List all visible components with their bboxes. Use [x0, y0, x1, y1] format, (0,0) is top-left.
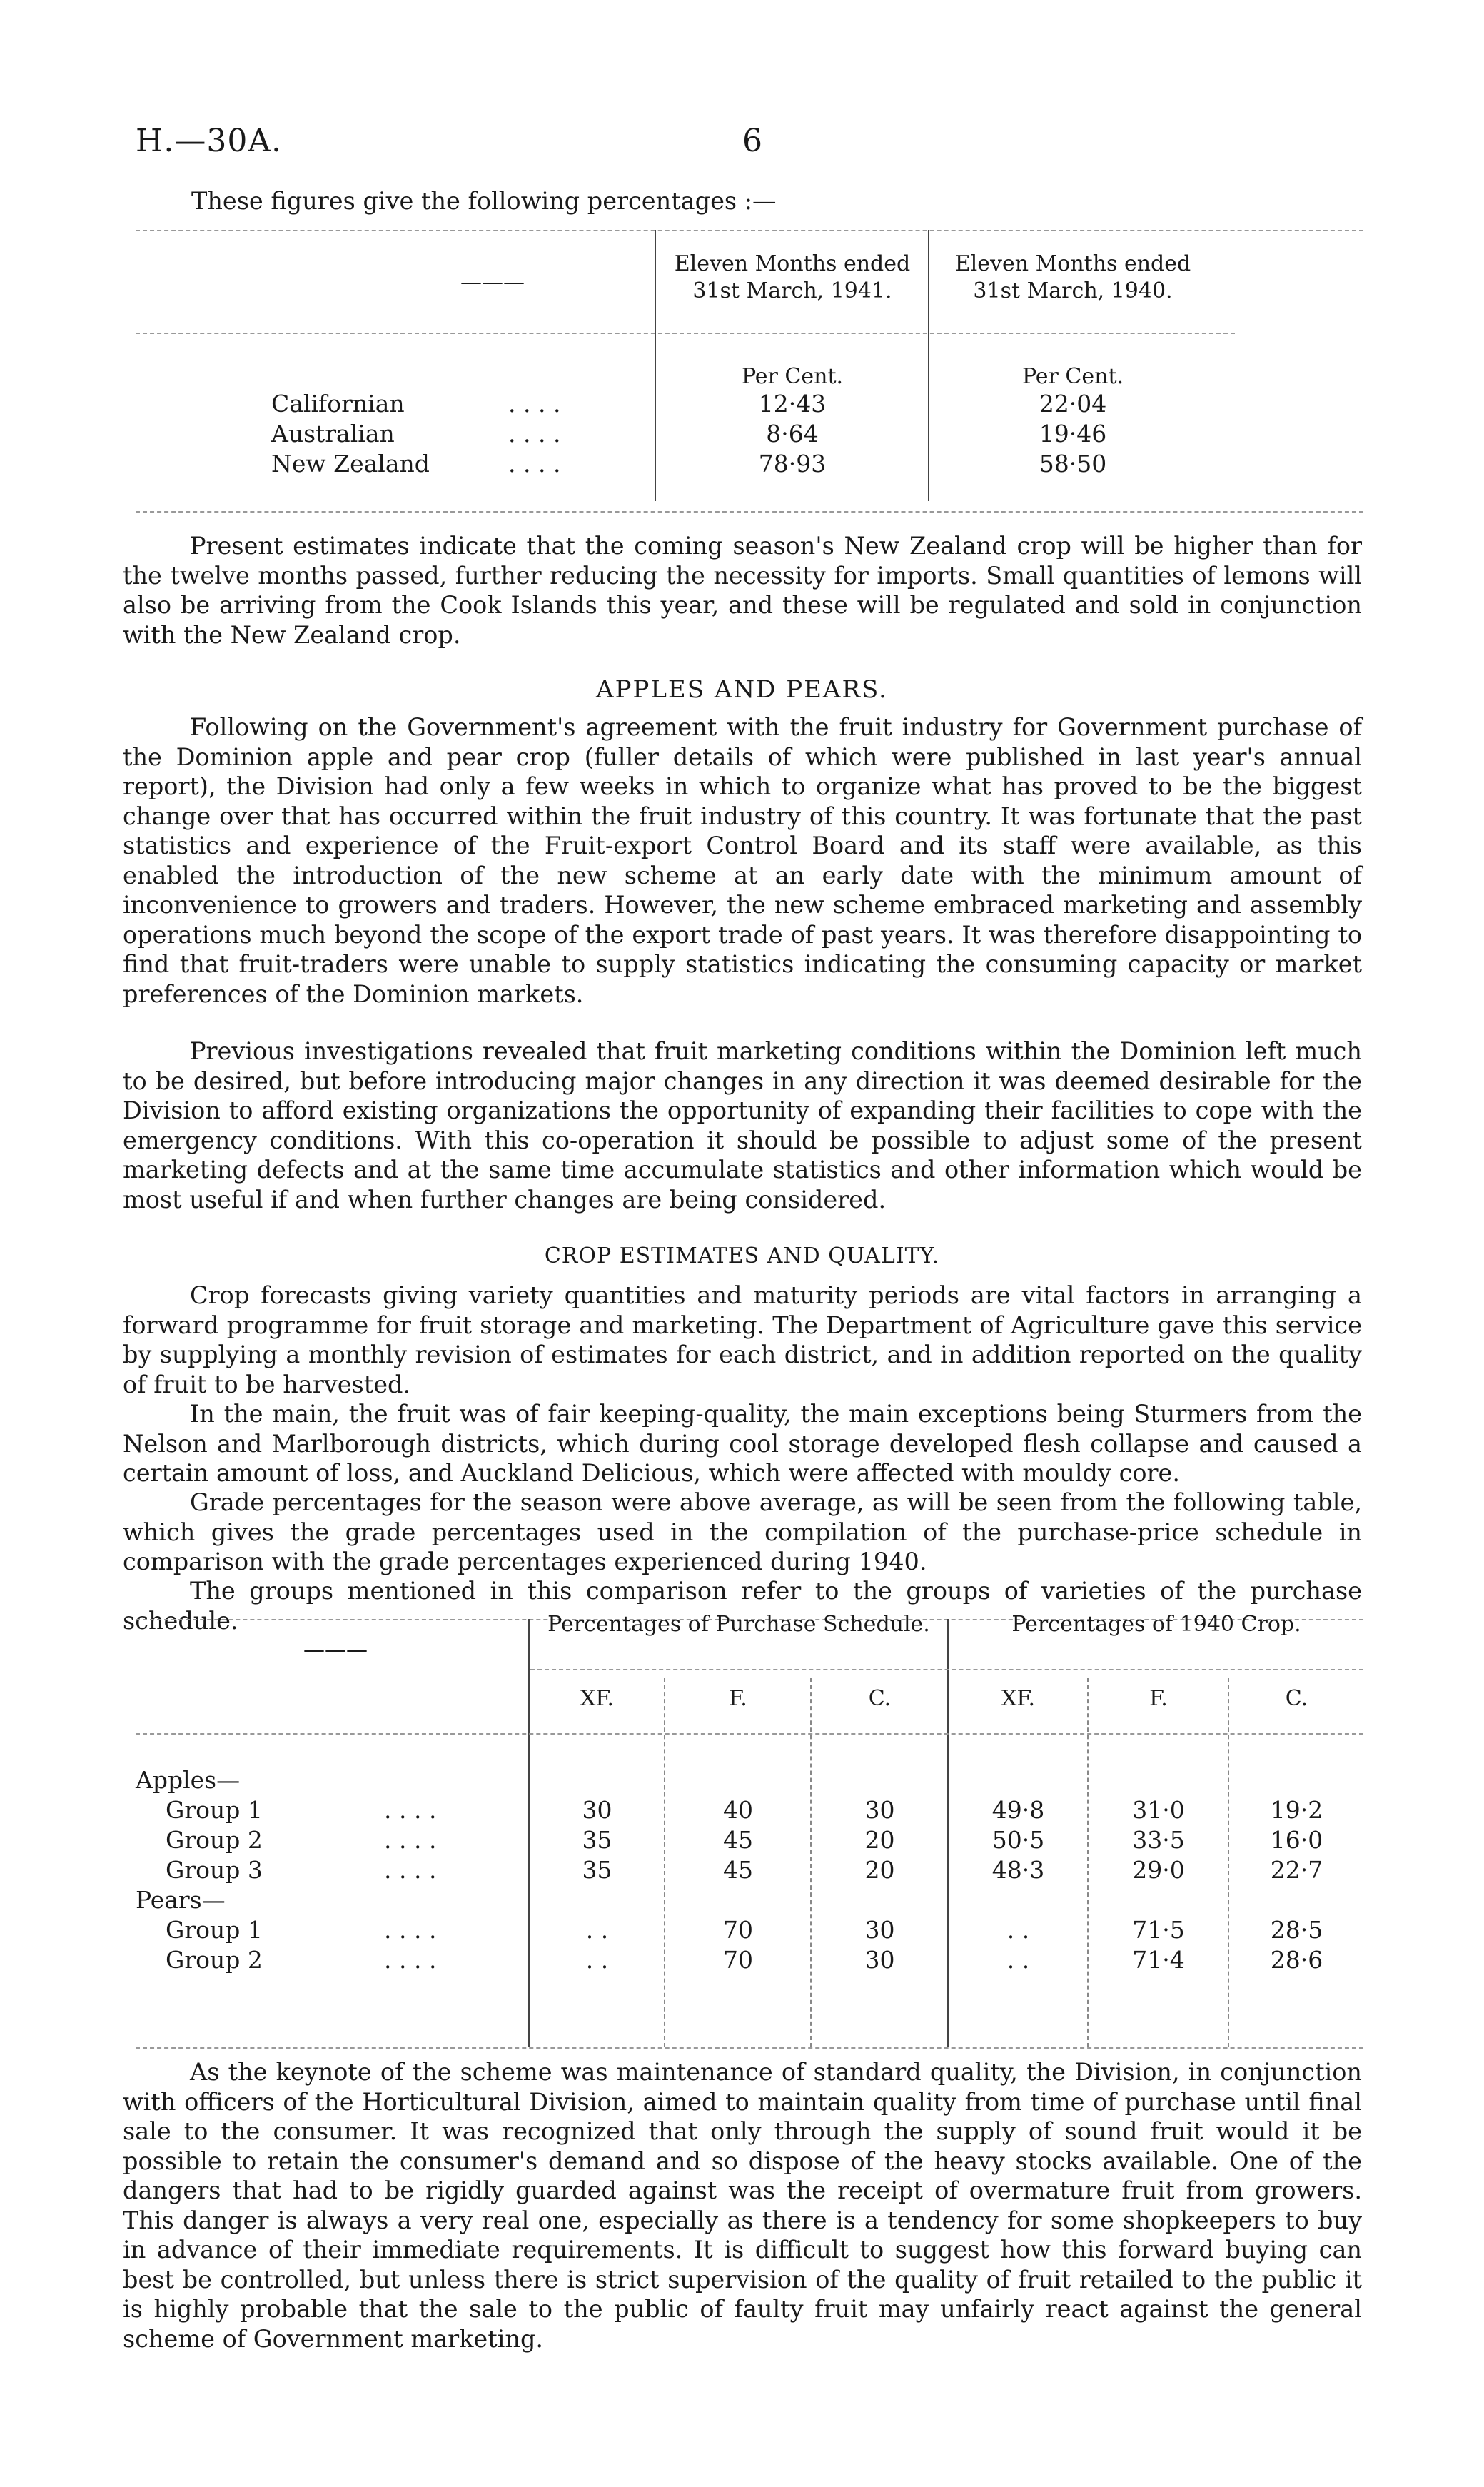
value-cell: 20: [864, 1856, 895, 1884]
value-cell: 20: [864, 1826, 895, 1854]
paragraph: Present estimates indicate that the coming season's New Zealand crop will be higher than for the twelve months passed, further reducing the necessity for imports. Small quantities of lemons will also be arriving from the Cook Islands this year, and these will be regulated and sold in conjunction with the New Zealand crop.: [123, 532, 1362, 649]
unit-label: Per Cent.: [741, 364, 844, 389]
value-cell: 50·5: [991, 1826, 1045, 1854]
value-cell: 30: [864, 1916, 895, 1944]
value-cell: 49·8: [991, 1796, 1045, 1824]
value-cell: . .: [585, 1916, 609, 1944]
table-rule: [136, 333, 1235, 334]
column-header-1940-date: 31st March, 1940.: [973, 278, 1173, 303]
leader-dots: . . . .: [508, 420, 561, 448]
table-rule: [530, 1669, 1363, 1670]
column-header-1941-date: 31st March, 1941.: [692, 278, 892, 303]
row-label: Group 1: [166, 1796, 263, 1824]
table-rule: [136, 511, 1363, 513]
value-cell: 35: [582, 1826, 612, 1854]
paragraph: Previous investigations revealed that fruit marketing conditions within the Dominion left much to be desired, but before introducing major changes in any direction it was deemed desirable for the Division to afford existing organizations the opportunity of expanding their facilities to cope with the emergency conditions. With this co-operation it should be possible to adjust some of the present marketing defects and at the same time accumulate statistics and other information which would be most useful if and when further changes are being considered.: [123, 1037, 1362, 1214]
value-cell: 30: [864, 1946, 895, 1974]
table-column-divider: [947, 1619, 949, 2047]
unit-label: Per Cent.: [1021, 364, 1124, 389]
leader-dots: . . . .: [384, 1946, 437, 1974]
value-1941: 12·43: [758, 390, 827, 418]
column-header-1941: Eleven Months ended: [674, 251, 911, 276]
value-1940: 58·50: [1039, 450, 1107, 478]
value-cell: . .: [585, 1946, 609, 1974]
paragraph: Following on the Government's agreement with the fruit industry for Government purchase of the Dominion apple and pear crop (fuller details of which were published in last year's annual report), the Division had only a few weeks in which to organize what has proved to be the biggest change over that has occurred within the fruit industry of this country. It was fortunate that the past statistics and experience of the Fruit-export Control Board and its staff were available, as this enabled the introduction of the new scheme at an early date with the minimum amount of inconvenience to growers and traders. However, the new scheme embraced marketing and assembly operations much beyond the scope of the export trade of past years. It was therefore disappointing to find that fruit-traders were unable to supply statistics indicating the consuming capacity or market preferences of the Dominion markets.: [123, 713, 1362, 1008]
paragraph: Grade percentages for the season were above average, as will be seen from the following table, which gives the grade percentages used in the compilation of the purchase-price schedule in comparison with the grade percentages experienced during 1940.: [123, 1488, 1362, 1575]
intro-line: These figures give the following percentages :—: [191, 187, 777, 215]
value-cell: 48·3: [991, 1856, 1045, 1884]
table-stub-header: ———: [460, 270, 525, 295]
group-header-1940-crop: Percentages of 1940 Crop.: [1011, 1612, 1301, 1637]
paragraph: In the main, the fruit was of fair keeping-quality, the main exceptions being Sturmers from the Nelson and Marlborough districts, which during cool storage developed flesh collapse and caused a certain amount of loss, and Auckland Delicious, which were affected with mouldy core.: [123, 1400, 1362, 1487]
value-cell: 31·0: [1132, 1796, 1185, 1824]
column-header-xf: XF.: [580, 1686, 615, 1711]
section-subheading: CROP ESTIMATES AND QUALITY.: [544, 1244, 940, 1268]
value-cell: 45: [723, 1856, 753, 1884]
column-header-xf: XF.: [1001, 1686, 1036, 1711]
value-cell: 19·2: [1270, 1796, 1323, 1824]
section-heading: APPLES AND PEARS.: [596, 675, 888, 704]
value-cell: . .: [1006, 1946, 1030, 1974]
row-label: Group 3: [166, 1856, 263, 1884]
value-1941: 8·64: [766, 420, 819, 448]
row-label: New Zealand: [271, 450, 430, 478]
value-cell: 30: [582, 1796, 612, 1824]
leader-dots: . . . .: [508, 390, 561, 418]
value-1940: 22·04: [1039, 390, 1107, 418]
leader-dots: . . . .: [384, 1826, 437, 1854]
value-cell: 71·4: [1132, 1946, 1185, 1974]
row-label: Australian: [271, 420, 395, 448]
document-reference: H.—30A.: [136, 123, 283, 159]
column-header-f: F.: [1149, 1686, 1168, 1711]
value-cell: 70: [723, 1916, 753, 1944]
value-cell: 45: [723, 1826, 753, 1854]
value-1940: 19·46: [1039, 420, 1107, 448]
row-label: Californian: [271, 390, 405, 418]
leader-dots: . . . .: [384, 1796, 437, 1824]
table-rule: [136, 2047, 1363, 2049]
paragraph: Crop forecasts giving variety quantities and maturity periods are vital factors in arranging a forward programme for fruit storage and marketing. The Department of Agriculture gave this service by supplying a monthly revision of estimates for each district, and in addition reported on the quality of fruit to be harvested.: [123, 1281, 1362, 1398]
leader-dots: . . . .: [384, 1916, 437, 1944]
value-cell: 28·5: [1270, 1916, 1323, 1944]
paragraph: The groups mentioned in this comparison refer to the groups of varieties of the purchase schedule.: [123, 1577, 1362, 1635]
value-cell: . .: [1006, 1916, 1030, 1944]
table-column-divider: [655, 230, 656, 501]
table-column-divider: [528, 1619, 530, 2047]
table-column-divider: [928, 230, 929, 501]
column-header-f: F.: [729, 1686, 747, 1711]
value-cell: 28·6: [1270, 1946, 1323, 1974]
group-header-purchase-schedule: Percentages of Purchase Schedule.: [547, 1612, 930, 1637]
value-cell: 35: [582, 1856, 612, 1884]
row-label: Group 2: [166, 1946, 263, 1974]
column-header-c: C.: [868, 1686, 892, 1711]
value-1941: 78·93: [758, 450, 827, 478]
table-stub-header: ———: [303, 1638, 368, 1663]
table-rule: [136, 230, 1363, 231]
value-cell: 71·5: [1132, 1916, 1185, 1944]
value-cell: 29·0: [1132, 1856, 1185, 1884]
section-label-apples: Apples—: [136, 1766, 241, 1794]
table-rule: [136, 1733, 1363, 1735]
row-label: Group 1: [166, 1916, 263, 1944]
paragraph: As the keynote of the scheme was maintenance of standard quality, the Division, in conjunction with officers of the Horticultural Division, aimed to maintain quality from time of purchase until final sale to the consumer. It was recognized that only through the supply of sound fruit would it be possible to retain the consumer's demand and so dispose of the heavy stocks available. One of the dangers that had to be rigidly guarded against was the receipt of overmature fruit from growers. This danger is always a very real one, especially as there is a tendency for some shopkeepers to buy in advance of their immediate requirements. It is difficult to suggest how this forward buying can best be controlled, but unless there is strict supervision of the quality of fruit retailed to the public it is highly probable that the sale to the public of faulty fruit may unfairly react against the general scheme of Government marketing.: [123, 2058, 1362, 2353]
value-cell: 70: [723, 1946, 753, 1974]
value-cell: 40: [723, 1796, 753, 1824]
column-header-c: C.: [1285, 1686, 1308, 1711]
leader-dots: . . . .: [508, 450, 561, 478]
column-header-1940: Eleven Months ended: [954, 251, 1191, 276]
value-cell: 22·7: [1270, 1856, 1323, 1884]
section-label-pears: Pears—: [136, 1886, 226, 1914]
leader-dots: . . . .: [384, 1856, 437, 1884]
value-cell: 16·0: [1270, 1826, 1323, 1854]
row-label: Group 2: [166, 1826, 263, 1854]
page-number: 6: [742, 123, 762, 159]
value-cell: 30: [864, 1796, 895, 1824]
value-cell: 33·5: [1132, 1826, 1185, 1854]
